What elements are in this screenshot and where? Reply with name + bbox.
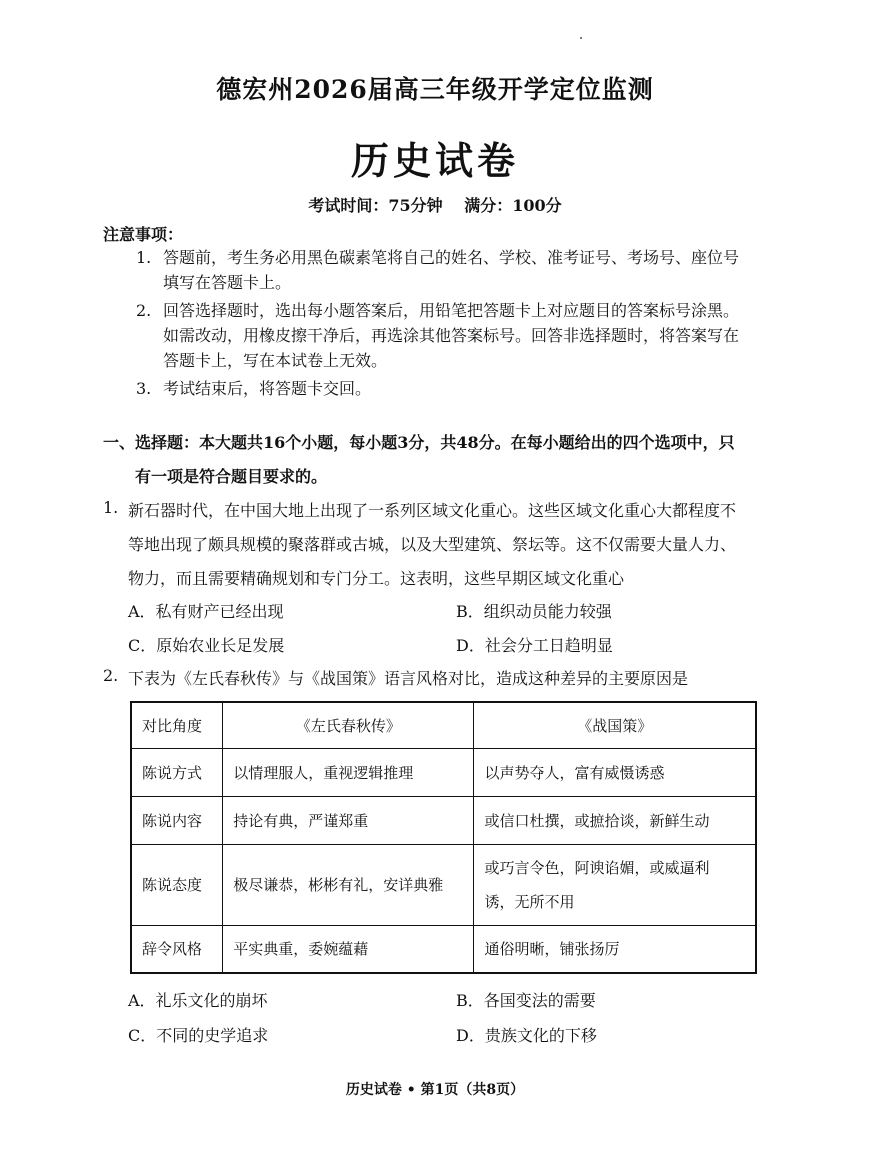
table-row: [131, 748, 756, 796]
table-cell-aspect: 陈说内容: [131, 796, 223, 844]
table-header-cell: 《战国策》: [474, 702, 756, 748]
exam-time: 考试时间：75分钟: [308, 196, 443, 215]
section-heading-cont: 有一项是符合题目要求的。: [135, 467, 328, 486]
scan-speck: [580, 37, 582, 39]
comparison-table: [130, 701, 757, 974]
table-row: [131, 844, 756, 925]
q1-stem-line: 等地出现了颇具规模的聚落群或古城，以及大型建筑、祭坛等。这不仅需要大量人力、: [128, 535, 737, 554]
table-cell-text: 通俗明晰，铺张扬厉: [484, 940, 620, 959]
table-cell-zuo: 持论有典，严谨郑重: [223, 796, 474, 844]
table-header-cell: 《左氏春秋传》: [223, 702, 474, 748]
q2-option-a[interactable]: A．礼乐文化的崩坏: [128, 991, 268, 1010]
notice-line: 填写在答题卡上。: [163, 273, 292, 292]
table-header-cell: 对比角度: [131, 702, 223, 748]
table-cell-aspect: 陈说方式: [131, 748, 223, 796]
table-cell-zuo: 以情理服人，重视逻辑推理: [223, 748, 474, 796]
table-cell-text: 或巧言令色，阿谀谄媚，或威逼利: [484, 858, 710, 877]
q2-option-b[interactable]: B．各国变法的需要: [456, 991, 596, 1010]
table-cell-zuo: 平实典重，委婉蕴藉: [223, 925, 474, 973]
full-score: 满分：100分: [464, 196, 562, 215]
q2-number: 2.: [103, 666, 119, 685]
notice-num-3: 3.: [136, 379, 152, 398]
notice-line: 答题前，考生务必用黑色碳素笔将自己的姓名、学校、准考证号、考场号、座位号: [163, 248, 740, 267]
notice-line: 考试结束后，将答题卡交回。: [163, 379, 372, 398]
table-cell-zhan: [474, 844, 756, 925]
table-cell-zhan: [474, 925, 756, 973]
table-cell-zuo: 极尽谦恭，彬彬有礼，安详典雅: [223, 844, 474, 925]
q2-option-d[interactable]: D．贵族文化的下移: [456, 1026, 597, 1045]
notice-heading: 注意事项：: [103, 225, 184, 244]
table-cell-text: 诱，无所不用: [484, 892, 575, 911]
q1-number: 1.: [103, 498, 119, 517]
exam-title: 德宏州2026届高三年级开学定位监测: [216, 75, 654, 104]
notice-line: 如需改动，用橡皮擦干净后，再选涂其他答案标号。回答非选择题时，将答案写在: [163, 326, 740, 345]
table-cell-aspect: 辞令风格: [131, 925, 223, 973]
notice-num-1: 1.: [136, 248, 152, 267]
q1-option-a[interactable]: A．私有财产已经出现: [128, 602, 284, 621]
subject-title: 历史试卷: [350, 138, 519, 183]
q1-option-c[interactable]: C．原始农业长足发展: [128, 636, 285, 655]
notice-line: 回答选择题时，选出每小题答案后，用铅笔把答题卡上对应题目的答案标号涂黑。: [163, 301, 740, 320]
exam-meta: [0, 193, 870, 216]
table-header-row: [131, 702, 756, 748]
page-footer: 历史试卷 • 第1页（共8页）: [345, 1082, 525, 1098]
q1-stem-line: 物力，而且需要精确规划和专门分工。这表明，这些早期区域文化重心: [128, 569, 625, 588]
table-cell-text: 或信口杜撰，或摭拾谈，新鲜生动: [484, 811, 710, 830]
table-cell-zhan: [474, 796, 756, 844]
table-cell-zhan: [474, 748, 756, 796]
table-cell-text: 以声势夺人，富有威慑诱惑: [484, 763, 665, 782]
q2-option-c[interactable]: C．不同的史学追求: [128, 1026, 269, 1045]
q2-stem: 下表为《左氏春秋传》与《战国策》语言风格对比，造成这种差异的主要原因是: [128, 669, 689, 688]
notice-line: 答题卡上，写在本试卷上无效。: [163, 351, 388, 370]
q1-option-b[interactable]: B．组织动员能力较强: [456, 602, 612, 621]
notice-num-2: 2.: [136, 301, 152, 320]
table-row: [131, 796, 756, 844]
q1-option-d[interactable]: D．社会分工日趋明显: [456, 636, 613, 655]
section-heading: 一、选择题：本大题共16个小题，每小题3分，共48分。在每小题给出的四个选项中，只: [103, 433, 735, 452]
q1-stem-line: 新石器时代，在中国大地上出现了一系列区域文化重心。这些区域文化重心大都程度不: [128, 501, 737, 520]
table-row: [131, 925, 756, 973]
table-cell-aspect: 陈说态度: [131, 844, 223, 925]
